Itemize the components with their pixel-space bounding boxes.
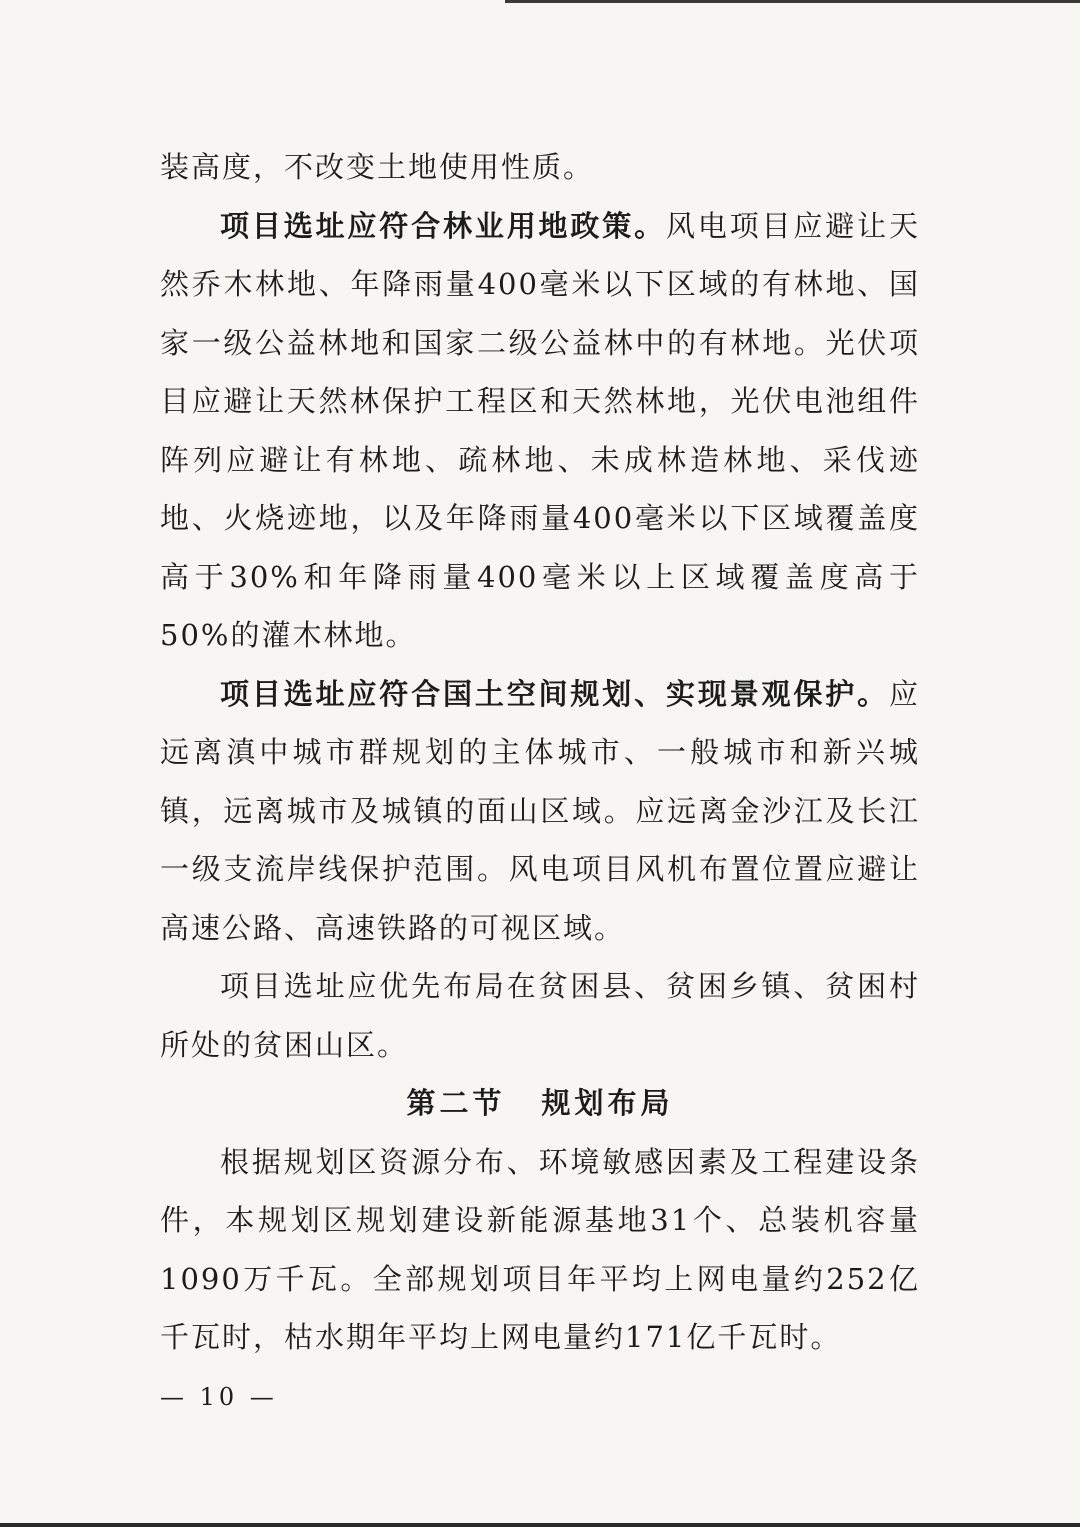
paragraph-planning-layout: [160, 1133, 920, 1367]
paragraph-text: 应远离滇中城市群规划的主体城市、一般城市和新兴城镇，远离城市及城镇的面山区域。应远离金沙江及长江一级支流岸线保护范围。风电项目风机布置位置应避让高速公路、高速铁路的可视区域。: [160, 676, 920, 945]
paragraph-continuation: [160, 138, 920, 197]
paragraph-spatial-planning: [160, 665, 920, 958]
section-title: 规划布局: [541, 1086, 674, 1120]
paragraph-text: 项目选址应优先布局在贫困县、贫困乡镇、贫困村所处的贫困山区。: [160, 969, 920, 1062]
page-number: — 10 —: [160, 1383, 278, 1411]
paragraph-text: 风电项目应避让天然乔木林地、年降雨量400毫米以下区域的有林地、国家一级公益林地和国家二级公益林中的有林地。光伏项目应避让天然林保护工程区和天然林地，光伏电池组件阵列应避让有林地、疏林地、未成林造林地、采伐迹地、火烧迹地，以及年降雨量400毫米以下区域覆盖度高于30%和年降雨量400毫米以上区域覆盖度高于50%的灌木林地。: [160, 208, 920, 652]
paragraph-poverty-areas: [160, 957, 920, 1074]
scan-edge-bottom: [0, 1523, 1080, 1527]
paragraph-lead: 项目选址应符合林业用地政策。: [220, 208, 666, 243]
paragraph-lead: 项目选址应符合国土空间规划、实现景观保护。: [220, 676, 889, 711]
scan-edge-top: [505, 0, 1080, 3]
paragraph-text: 根据规划区资源分布、环境敏感因素及工程建设条件，本规划区规划建设新能源基地31个、总装机容量1090万千瓦。全部规划项目年平均上网电量约252亿千瓦时，枯水期年平均上网电量约171亿千瓦时。: [160, 1144, 920, 1354]
paragraph-text: 装高度，不改变土地使用性质。: [160, 150, 595, 184]
section-heading: [160, 1074, 920, 1133]
section-number: 第二节: [406, 1086, 506, 1120]
body-text: [160, 138, 920, 1367]
paragraph-forest-policy: [160, 197, 920, 665]
